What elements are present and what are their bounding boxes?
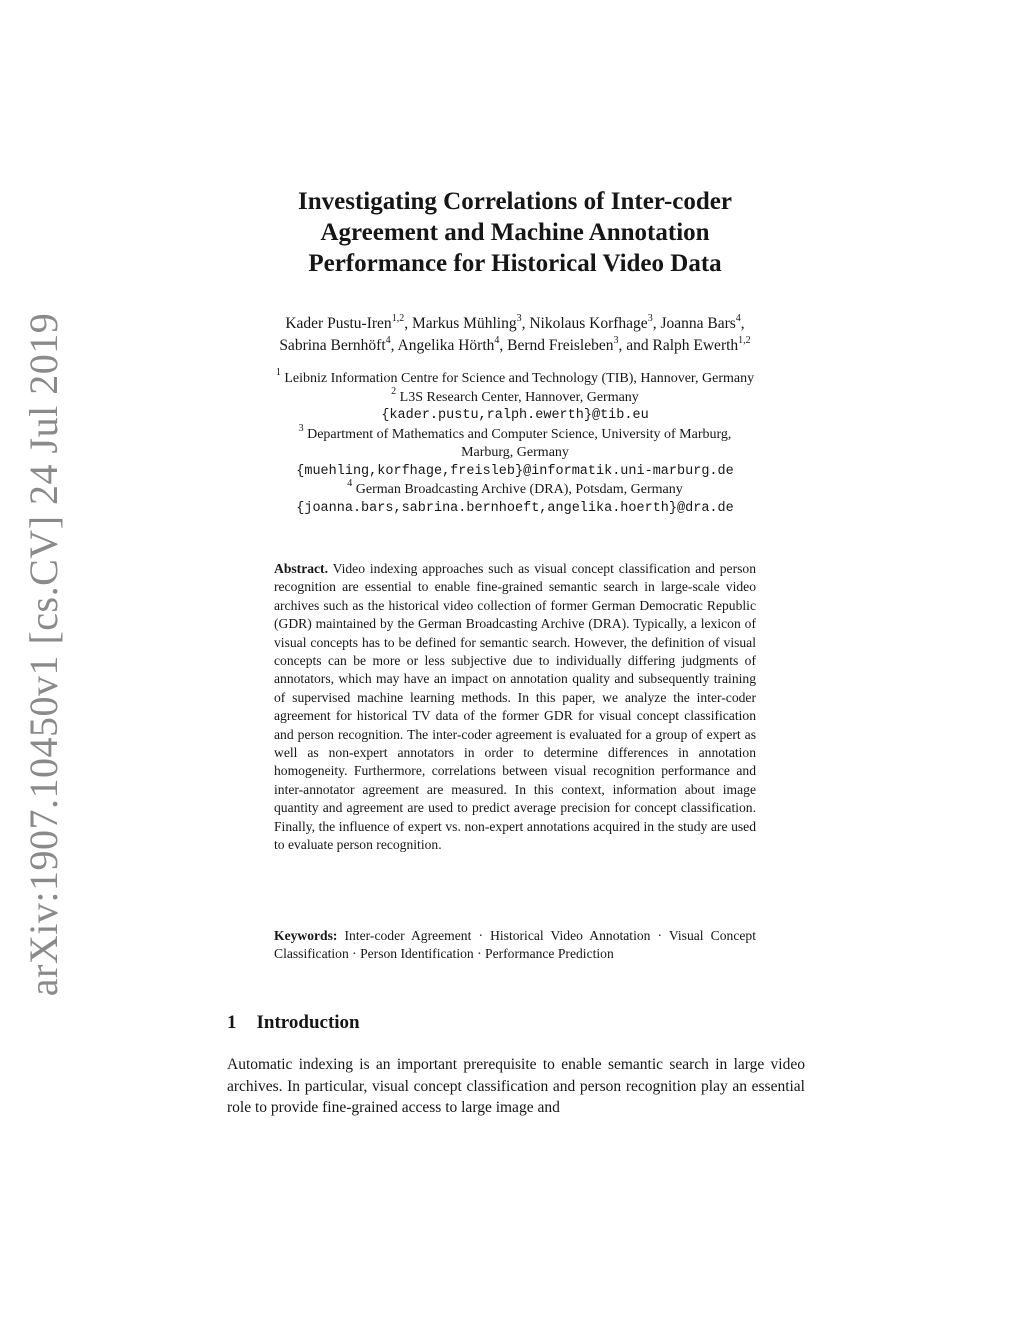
author-separator: , — [521, 315, 530, 332]
author-name: Joanna Bars — [660, 315, 736, 332]
author-name: Angelika Hörth — [397, 337, 495, 354]
keywords — [274, 927, 756, 964]
author-list — [160, 313, 870, 357]
author-line-2 — [160, 335, 870, 357]
abstract-text: Video indexing approaches such as visual concept classification and person recognition are essential to enable fine-grained semantic search in large-scale video archives such as the historical video collection of former German Democratic Republic (GDR) maintained by the German Broadcasting Archive (DRA). Typically, a lexicon of visual concepts has to be defined for semantic search. However, the definition of visual concepts can be more or less subjective due to individually differing judgments of annotators, which may have an impact on annotation quality and subsequently training of supervised machine learning methods. In this paper, we analyze the inter-coder agreement for historical TV data of the former GDR for visual concept classification and person recognition. The inter-coder agreement is evaluated for a group of expert as well as non-expert annotators in order to determine differences in annotation homogeneity. Furthermore, correlations between visual recognition performance and inter-annotator agreement are measured. In this context, information about image quantity and agreement are used to predict average precision for concept classification. Finally, the influence of expert vs. non-expert annotations acquired in the study are used to evaluate person recognition. — [274, 561, 756, 853]
email-marburg: {muehling,korfhage,freisleb}@informatik.uni-marburg.de — [296, 463, 734, 479]
section-heading — [227, 1012, 360, 1034]
author-separator: , — [652, 315, 661, 332]
affiliation-list — [160, 367, 870, 518]
section-title: Introduction — [256, 1012, 360, 1033]
author-separator: , — [404, 315, 412, 332]
affiliation-text: Department of Mathematics and Computer Science, University of Marburg, — [307, 426, 732, 442]
author-line-1 — [160, 313, 870, 335]
affiliation-2 — [160, 385, 870, 408]
affiliation-text: Leibniz Information Centre for Science and Technology (TIB), Hannover, Germany — [284, 371, 755, 386]
author-name: Nikolaus Korfhage — [529, 315, 648, 332]
author-affiliation-mark: 1,2 — [738, 334, 751, 346]
title-line: Agreement and Machine Annotation — [320, 219, 710, 246]
affiliation-mark: 2 — [391, 385, 397, 397]
title-line: Investigating Correlations of Inter-coder — [298, 188, 732, 215]
affiliation-mark: 4 — [347, 478, 353, 490]
author-name: Bernd Freisleben — [507, 337, 614, 354]
affiliation-3 — [160, 422, 870, 445]
author-name: Ralph Ewerth — [652, 337, 739, 354]
section-number: 1 — [227, 1012, 237, 1033]
author-affiliation-mark: 4 — [494, 334, 500, 346]
affiliation-1 — [160, 367, 870, 389]
affiliation-text: German Broadcasting Archive (DRA), Potsdam, Germany — [355, 482, 683, 497]
author-name: Sabrina Bernhöft — [279, 337, 386, 354]
author-affiliation-mark: 1,2 — [391, 312, 405, 324]
abstract-label: Abstract. — [274, 561, 328, 576]
author-affiliation-mark: 4 — [735, 312, 741, 324]
affiliation-4 — [160, 478, 870, 500]
affiliation-mark: 1 — [275, 367, 281, 379]
affiliation-3-continued: Marburg, Germany — [461, 445, 569, 460]
email-dra: {joanna.bars,sabrina.bernhoeft,angelika.hoerth}@dra.de — [296, 500, 734, 516]
author-separator: , — [499, 337, 508, 354]
author-affiliation-mark: 3 — [516, 312, 522, 324]
author-affiliation-mark: 3 — [647, 312, 653, 324]
title-line: Performance for Historical Video Data — [308, 250, 722, 277]
affiliation-mark: 3 — [298, 422, 304, 434]
author-separator: , — [390, 337, 398, 354]
abstract — [274, 560, 756, 855]
email-tib: {kader.pustu,ralph.ewerth}@tib.eu — [381, 408, 649, 423]
author-affiliation-mark: 3 — [613, 334, 619, 346]
keywords-text: Inter-coder Agreement · Historical Video Annotation · Visual Concept Classification · Person Identification · Performance Prediction — [274, 928, 756, 962]
arxiv-id-text: arXiv:1907.10450v1 [cs.CV] 24 Jul 2019 — [21, 312, 67, 996]
author-name: Markus Mühling — [411, 315, 517, 332]
author-affiliation-mark: 4 — [385, 334, 391, 346]
author-separator: , — [740, 315, 745, 332]
arxiv-identifier — [14, 312, 74, 996]
author-separator: , and — [618, 337, 653, 354]
intro-paragraph: Automatic indexing is an important prerequisite to enable semantic search in large video archives. In particular, visual concept classification and person recognition play an essential role to provide fine-grained access to large image and — [227, 1056, 805, 1116]
affiliation-text: L3S Research Center, Hannover, Germany — [399, 389, 639, 405]
author-name: Kader Pustu-Iren — [285, 315, 392, 332]
paper-title — [160, 186, 870, 279]
keywords-label: Keywords: — [274, 928, 338, 943]
